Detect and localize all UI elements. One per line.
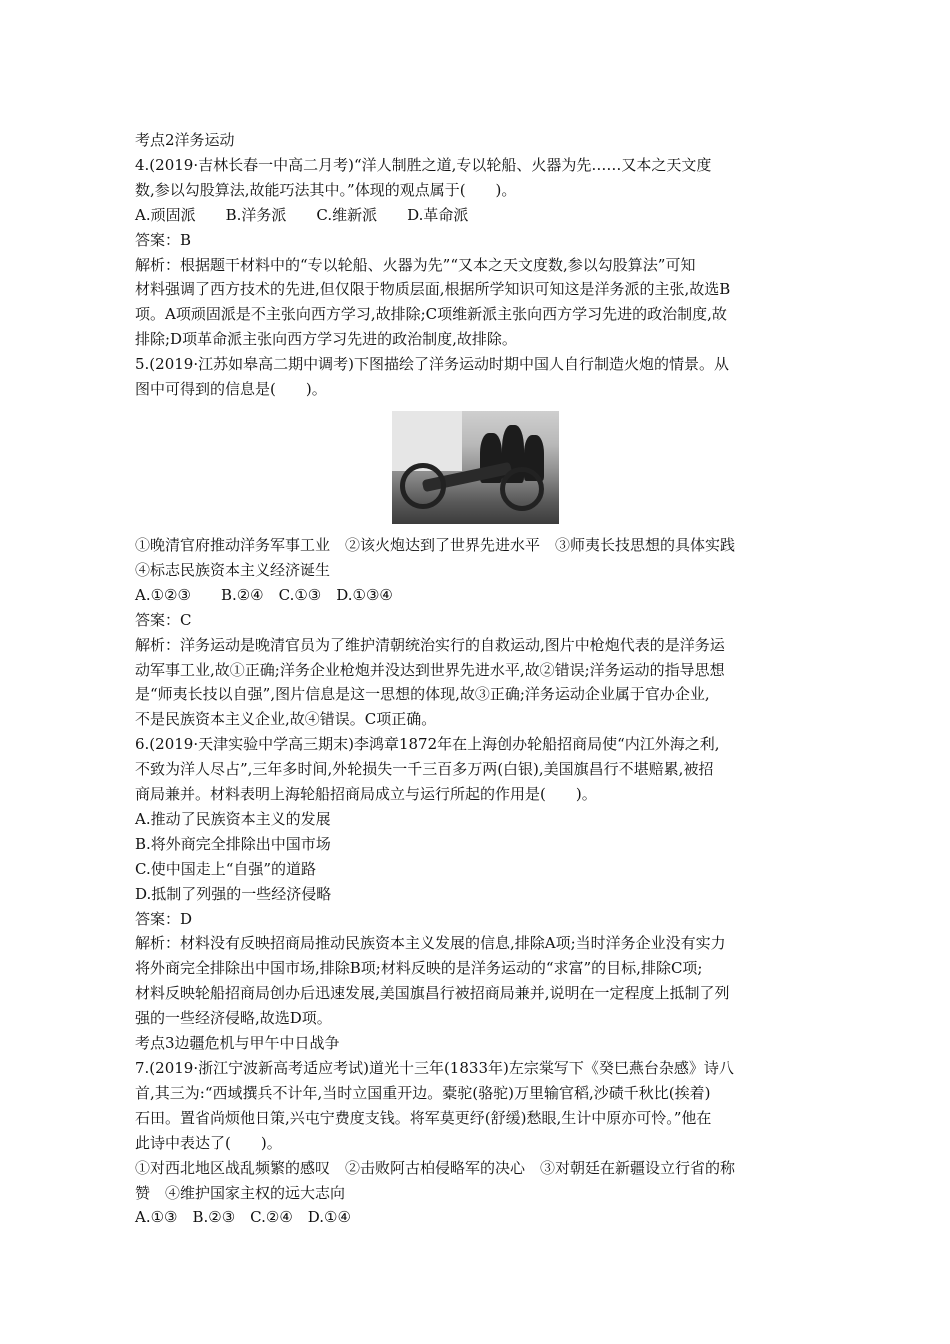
- text-line: 考点2洋务运动: [135, 131, 235, 149]
- text-line: C.使中国走上“自强”的道路: [135, 859, 317, 878]
- text-line: 排除;D项革命派主张向西方学习先进的政治制度,故排除。: [135, 330, 517, 349]
- text-line: 答案：B: [135, 230, 192, 249]
- text-line: A.顽固派 B.洋务派 C.维新派 D.革命派: [135, 205, 469, 224]
- text-line: 6.(2019·天津实验中学高三期末)李鸿章1872年在上海创办轮船招商局使“内江外海之利,: [135, 735, 720, 754]
- text-line: 解析：洋务运动是晚清官员为了维护清朝统治实行的自救运动,图片中枪炮代表的是洋务运: [135, 635, 725, 654]
- document-page: [135, 128, 815, 1230]
- text-line: 答案：C: [135, 610, 192, 629]
- text-line: 解析：材料没有反映招商局推动民族资本主义发展的信息,排除A项;当时洋务企业没有实力: [135, 934, 726, 953]
- text-line: D.抵制了列强的一些经济侵略: [135, 884, 332, 903]
- text-line: 商局兼并。材料表明上海轮船招商局成立与运行所起的作用是( )。: [135, 785, 597, 804]
- text-line: 项。A项顽固派是不主张向西方学习,故排除;C项维新派主张向西方学习先进的政治制度,故: [135, 305, 727, 324]
- text-line: 材料强调了西方技术的先进,但仅限于物质层面,根据所学知识可知这是洋务派的主张,故选B: [135, 280, 731, 299]
- text-line: 强的一些经济侵略,故选D项。: [135, 1009, 332, 1028]
- text-line: A.推动了民族资本主义的发展: [135, 809, 331, 828]
- text-line: 赞 ④维护国家主权的远大志向: [135, 1183, 346, 1202]
- text-line: 材料反映轮船招商局创办后迅速发展,美国旗昌行被招商局兼并,说明在一定程度上抵制了列: [135, 984, 730, 1003]
- text-block-2: [135, 533, 815, 1230]
- text-line: 7.(2019·浙江宁波新高考适应考试)道光十三年(1833年)左宗棠写下《癸巳燕台杂感》诗八: [135, 1059, 734, 1077]
- text-line: ①对西北地区战乱频繁的感叹 ②击败阿古柏侵略军的决心 ③对朝廷在新疆设立行省的称: [135, 1158, 736, 1177]
- text-line: 图中可得到的信息是( )。: [135, 380, 327, 399]
- text-line: 解析：根据题干材料中的“专以轮船、火器为先”“又本之天文度数,参以勾股算法”可知: [135, 255, 696, 274]
- text-line: 首,其三为:“西域撰兵不计年,当时立国重开边。橐驼(骆驼)万里输官稻,沙碛千秋比(挨着): [135, 1083, 711, 1102]
- text-line: 数,参以勾股算法,故能巧法其中。”体现的观点属于( )。: [135, 180, 517, 199]
- text-line: 此诗中表达了( )。: [135, 1133, 282, 1152]
- text-line: 将外商完全排除出中国市场,排除B项;材料反映的是洋务运动的“求富”的目标,排除C项;: [135, 959, 703, 978]
- text-line: ④标志民族资本主义经济诞生: [135, 560, 331, 579]
- text-line: B.将外商完全排除出中国市场: [135, 834, 331, 853]
- text-line: A.①③ B.②③ C.②④ D.①④: [135, 1208, 351, 1227]
- text-line: ①晚清官府推动洋务军事工业 ②该火炮达到了世界先进水平 ③师夷长技思想的具体实践: [135, 535, 736, 554]
- text-line: 不致为洋人尽占”,三年多时间,外轮损失一千三百多万两(白银),美国旗昌行不堪赔累,被招: [135, 760, 714, 779]
- text-line: 动军事工业,故①正确;洋务企业枪炮并没达到世界先进水平,故②错误;洋务运动的指导思想: [135, 660, 725, 679]
- text-line: 5.(2019·江苏如皋高二期中调考)下图描绘了洋务运动时期中国人自行制造火炮的情景。从: [135, 355, 729, 374]
- text-line: 4.(2019·吉林长春一中高二月考)“洋人制胜之道,专以轮船、火器为先……又本之天文度: [135, 155, 712, 174]
- text-line: A.①②③ B.②④ C.①③ D.①③④: [135, 585, 393, 604]
- cannon-photo: [392, 411, 559, 524]
- text-line: 考点3边疆危机与甲午中日战争: [135, 1034, 340, 1053]
- text-line: 石田。置省尚烦他日策,兴屯宁费度支钱。将军莫更纾(舒缓)愁眼,生计中原亦可怜。”他在: [135, 1108, 712, 1127]
- text-line: 不是民族资本主义企业,故④错误。C项正确。: [135, 710, 437, 729]
- text-line: 是“师夷长技以自强”,图片信息是这一思想的体现,故③正确;洋务运动企业属于官办企业,: [135, 685, 710, 704]
- text-line: 答案：D: [135, 909, 193, 928]
- text-block-1: [135, 128, 815, 402]
